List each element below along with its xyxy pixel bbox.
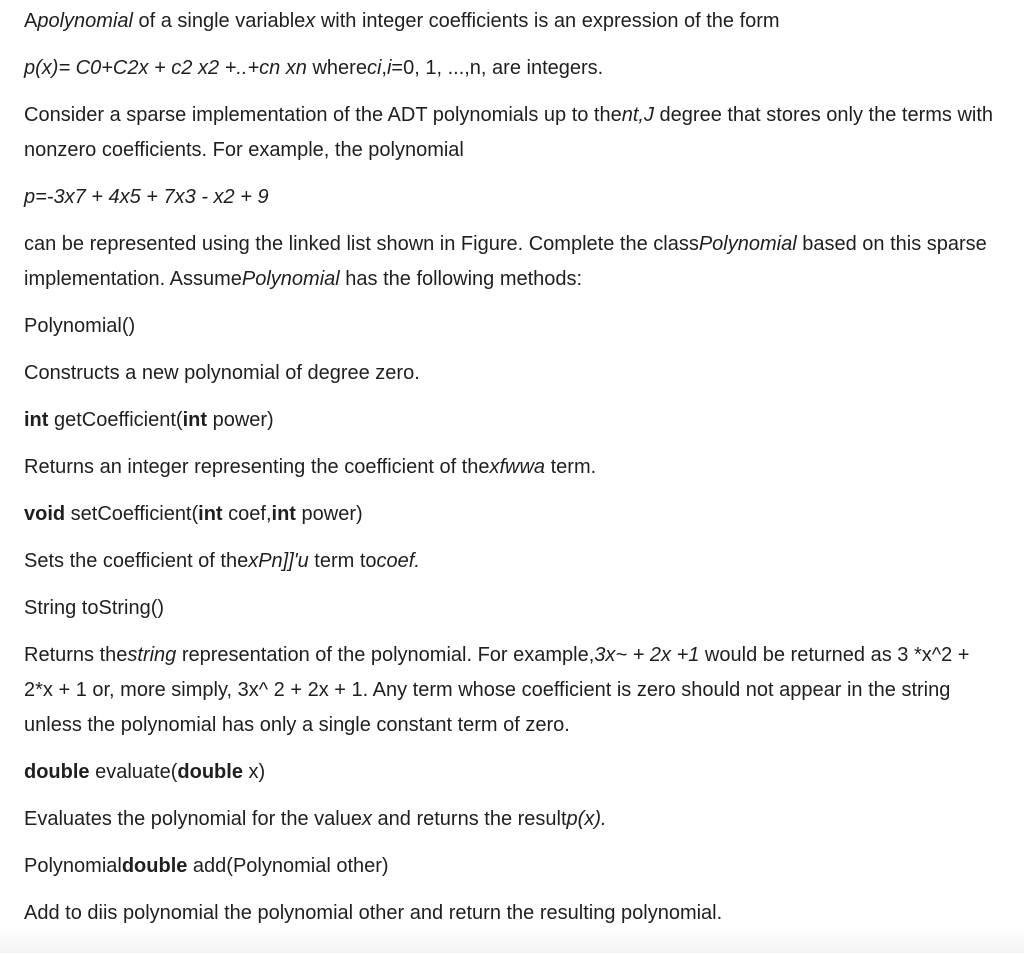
keyword: int [198, 503, 223, 525]
method-description-text: term to [308, 550, 377, 572]
method-evaluate-description [24, 802, 994, 837]
keyword: int [271, 503, 296, 525]
example-polynomial [24, 180, 994, 215]
method-name: evaluate( [89, 761, 178, 783]
method-constructor-description [24, 356, 994, 391]
method-setcoefficient-signature [24, 497, 994, 532]
class-name: Polynomial [698, 233, 797, 255]
formula-text: , [381, 57, 387, 79]
keyword: double [177, 761, 243, 783]
method-signature-text: Polynomial() [24, 315, 136, 337]
formula-i: i [386, 57, 392, 79]
intro-paragraph [24, 4, 994, 39]
formula-line [24, 51, 994, 86]
method-params: x) [242, 761, 266, 783]
method-params: power) [207, 409, 274, 431]
bottom-edge-shadow [0, 927, 1024, 953]
method-description-text: Returns the [24, 644, 128, 666]
method-description-term: xPn]]'u [248, 550, 309, 572]
consider-degree: nt,J [621, 104, 654, 126]
method-signature-text: String toString() [24, 597, 165, 619]
consider-text: degree that stores only the terms with nonzero coefficients. For example, the polynomial [24, 104, 994, 161]
method-add-description [24, 896, 994, 931]
represented-text: can be represented using the linked list shown in Figure. Complete the class [24, 233, 699, 255]
method-tostring-description [24, 638, 994, 743]
keyword: int [182, 409, 208, 431]
keyword: double [24, 761, 90, 783]
consider-paragraph [24, 98, 994, 168]
method-description-text: term. [545, 456, 597, 478]
method-description-term: x [361, 808, 372, 830]
formula-expression: p(x)= C0+C2x + c2 x2 +..+cn xn [24, 57, 307, 79]
method-tostring-signature [24, 591, 994, 626]
method-name: getCoefficient( [48, 409, 183, 431]
method-description-term: xfwwa [489, 456, 546, 478]
method-params: coef, [222, 503, 272, 525]
method-getcoefficient-signature [24, 403, 994, 438]
formula-text: where [306, 57, 367, 79]
consider-text: Consider a sparse implementation of the ADT polynomials up to the [24, 104, 622, 126]
method-constructor-signature [24, 309, 994, 344]
method-description-text: Returns an integer representing the coefficient of the [24, 456, 490, 478]
method-getcoefficient-description [24, 450, 994, 485]
method-description-text: Add to diis polynomial the polynomial other and return the resulting polynomial. [24, 902, 723, 924]
represented-paragraph [24, 227, 994, 297]
intro-variable: x [305, 10, 316, 32]
method-evaluate-signature [24, 755, 994, 790]
method-params: power) [295, 503, 363, 525]
keyword: double [121, 855, 188, 877]
keyword: int [24, 409, 49, 431]
intro-text: of a single variable [132, 10, 306, 32]
method-return-type: Polynomial [24, 855, 122, 877]
intro-text: with integer coefficients is an expression of the form [315, 10, 780, 32]
method-add-signature [24, 849, 994, 884]
example-polynomial-text: p=-3x7 + 4x5 + 7x3 - x2 + 9 [24, 186, 269, 208]
method-description-text: and returns the result [371, 808, 567, 830]
method-name: setCoefficient( [65, 503, 199, 525]
intro-text: A [24, 10, 38, 32]
method-description-term: p(x). [566, 808, 607, 830]
method-description-term: 3x~ + 2x +1 [594, 644, 700, 666]
method-description-text: Sets the coefficient of the [24, 550, 249, 572]
method-setcoefficient-description [24, 544, 994, 579]
method-description-text: would be returned as 3 *x^2 + 2*x + 1 or, more simply, 3x^ 2 + 2x + 1. Any term whose coefficient is zero should not appear in the string unless the polynomial has only a single constant term of zero. [24, 644, 970, 736]
class-name: Polynomial [241, 268, 340, 290]
method-description-term: string [127, 644, 177, 666]
formula-ci: ci [366, 57, 382, 79]
represented-text: based on this sparse implementation. Assume [24, 233, 987, 290]
keyword: void [24, 503, 66, 525]
method-description-text: Constructs a new polynomial of degree zero. [24, 362, 420, 384]
method-description-text: representation of the polynomial. For example, [176, 644, 595, 666]
intro-term-polynomial: polynomial [37, 10, 133, 32]
method-name: add(Polynomial other) [187, 855, 389, 877]
method-description-text: Evaluates the polynomial for the value [24, 808, 362, 830]
method-description-term: coef. [376, 550, 420, 572]
represented-text: has the following methods: [339, 268, 583, 290]
formula-text: =0, 1, ...,n, are integers. [391, 57, 604, 79]
